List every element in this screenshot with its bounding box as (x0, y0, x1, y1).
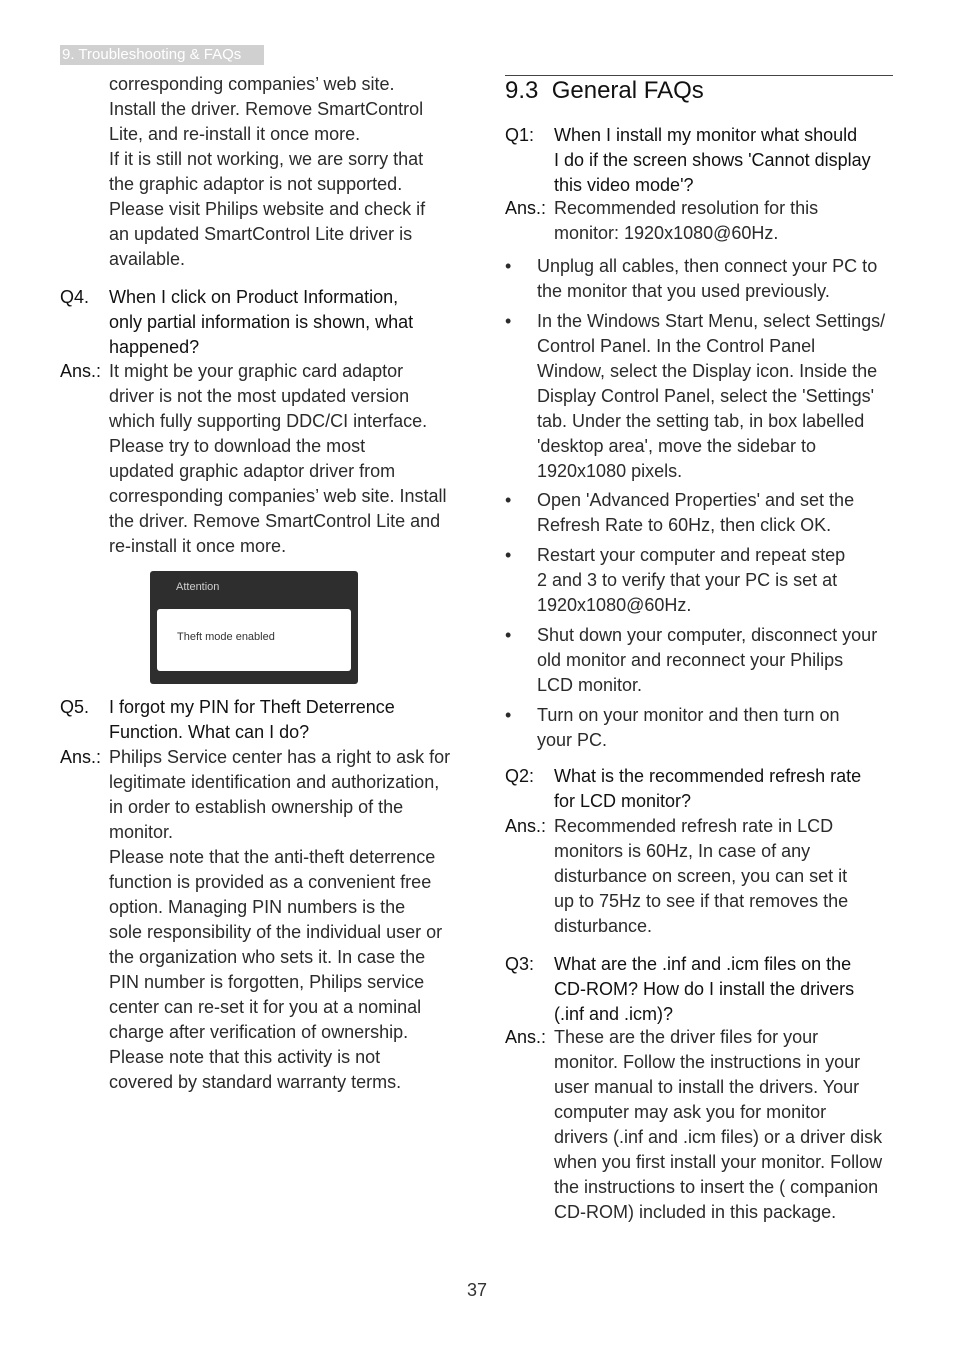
bullet-item (505, 543, 895, 618)
dialog-body (157, 609, 351, 671)
dialog-title: Attention (176, 581, 220, 593)
bullet-item (505, 309, 895, 484)
q1-question: When I install my monitor what should I do if the screen shows 'Cannot display this video mode'? (554, 125, 871, 195)
q4-question: When I click on Product Information, only partial information is shown, what happened? (109, 287, 414, 357)
bullet-item (505, 703, 895, 753)
bullet-dot: • (505, 545, 512, 565)
q1-block (505, 123, 895, 198)
q5-number: Q5. (60, 697, 90, 717)
q2-answer-label: Ans.: (505, 816, 547, 836)
bullet-text: Shut down your computer, disconnect your old monitor and reconnect your Philips LCD monitor. (537, 625, 878, 695)
bullet-text: In the Windows Start Menu, select Settings/ Control Panel. In the Control Panel Window, select the Display icon. Inside the Display Control Panel, select the 'Settings' tab. Under the setting tab, in box labelled 'desktop area', move the sidebar to 1920x1080 pixels. (537, 311, 886, 481)
dialog-message: Theft mode enabled (177, 631, 275, 643)
bullet-item (505, 623, 895, 698)
q3-block (505, 952, 895, 1027)
q5-answer-label: Ans.: (60, 747, 102, 767)
q2-question: What is the recommended refresh rate for LCD monitor? (554, 766, 862, 811)
q5-block (60, 695, 455, 745)
bullet-item (505, 488, 895, 538)
bullet-text: Turn on your monitor and then turn on your PC. (537, 705, 840, 750)
intro-paragraph: corresponding companies’ web site. Install the driver. Remove SmartControl Lite, and re-install it once more. If it is still not working, we are sorry that the graphic adaptor is not supported. Please visit Philips website and check if an updated SmartControl Lite driver is available. (109, 74, 426, 269)
q1-answer: Recommended resolution for this monitor: 1920x1080@60Hz. (554, 198, 819, 243)
q2-block (505, 764, 895, 814)
q1-answer-label: Ans.: (505, 198, 547, 218)
bullet-dot: • (505, 256, 512, 276)
bullet-text: Open 'Advanced Properties' and set the Refresh Rate to 60Hz, then click OK. (537, 490, 855, 535)
q2-number: Q2: (505, 766, 535, 786)
bullet-text: Restart your computer and repeat step 2 and 3 to verify that your PC is set at 1920x1080@60Hz. (537, 545, 846, 615)
q3-answer: These are the driver files for your monitor. Follow the instructions in your user manual to install the drivers. Your computer may ask you for monitor drivers (.inf and .icm files) or a driver disk when you first install your monitor. Follow the instructions to insert the ( companion CD-ROM) included in this package. (554, 1027, 883, 1222)
bullet-dot: • (505, 311, 512, 331)
q2-answer: Recommended refresh rate in LCD monitors is 60Hz, In case of any disturbance on screen, you can set it up to 75Hz to see if that removes the disturbance. (554, 816, 849, 936)
bullet-dot: • (505, 625, 512, 645)
q4-answer: It might be your graphic card adaptor driver is not the most updated version which fully supporting DDC/CI interface. Please try to download the most updated graphic adaptor driver from corresponding companies’ web site. Install the driver. Remove SmartControl Lite and re-install it once more. (109, 361, 447, 556)
q3-answer-label: Ans.: (505, 1027, 547, 1047)
q5-answer: Philips Service center has a right to ask for legitimate identification and authorization, in order to establish ownership of the monitor. Please note that the anti-theft deterrence function is provided as a convenient free option. Managing PIN numbers is the sole responsibility of the individual user or the organization who sets it. In case the PIN number is forgotten, Philips service center can re-set it for you at a nominal charge after verification of ownership. Please note that this activity is not covered by standard warranty terms. (109, 747, 451, 1092)
section-title: 9.3 General FAQs (505, 77, 704, 104)
q4-answer-label: Ans.: (60, 361, 102, 381)
q1-number: Q1: (505, 125, 535, 145)
q3-question: What are the .inf and .icm files on the CD-ROM? How do I install the drivers (.inf and .icm)? (554, 954, 855, 1024)
bullet-dot: • (505, 705, 512, 725)
bullet-dot: • (505, 490, 512, 510)
bullet-item (505, 254, 895, 304)
q3-number: Q3: (505, 954, 535, 974)
q5-question: I forgot my PIN for Theft Deterrence Function. What can I do? (109, 697, 395, 742)
bullet-text: Unplug all cables, then connect your PC to the monitor that you used previously. (537, 256, 878, 301)
theft-mode-dialog (150, 571, 358, 684)
q4-number: Q4. (60, 287, 90, 307)
q4-block (60, 285, 455, 360)
section-tab: 9. Troubleshooting & FAQs (60, 45, 264, 65)
page-number: 37 (466, 1280, 488, 1300)
